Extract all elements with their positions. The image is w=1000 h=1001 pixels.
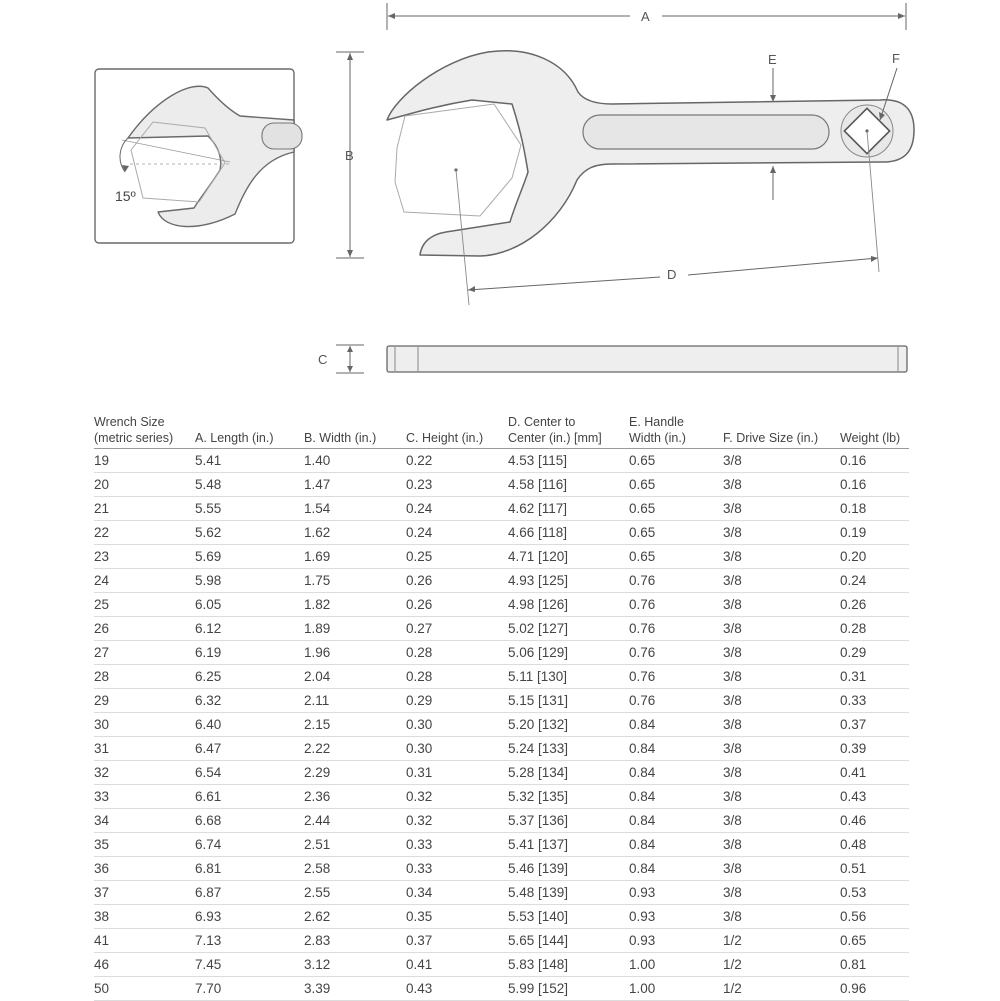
cell-weight: 0.18	[840, 497, 909, 521]
cell-height: 0.27	[406, 617, 508, 641]
cell-wrench-size: 36	[94, 857, 195, 881]
cell-drive-size: 3/8	[723, 905, 840, 929]
cell-width: 2.55	[304, 881, 406, 905]
cell-handle-width: 0.76	[629, 689, 723, 713]
cell-width: 2.51	[304, 833, 406, 857]
cell-weight: 0.46	[840, 809, 909, 833]
cell-handle-width: 0.76	[629, 641, 723, 665]
cell-handle-width: 0.84	[629, 713, 723, 737]
cell-length: 6.19	[195, 641, 304, 665]
cell-wrench-size: 29	[94, 689, 195, 713]
cell-length: 6.25	[195, 665, 304, 689]
cell-drive-size: 1/2	[723, 953, 840, 977]
cell-drive-size: 3/8	[723, 881, 840, 905]
cell-center-to-center: 5.32 [135]	[508, 785, 629, 809]
cell-length: 6.32	[195, 689, 304, 713]
table-row	[94, 641, 909, 665]
cell-height: 0.30	[406, 713, 508, 737]
cell-drive-size: 3/8	[723, 593, 840, 617]
cell-wrench-size: 38	[94, 905, 195, 929]
cell-wrench-size: 32	[94, 761, 195, 785]
cell-height: 0.41	[406, 953, 508, 977]
cell-handle-width: 0.65	[629, 449, 723, 473]
cell-weight: 0.26	[840, 593, 909, 617]
cell-height: 0.43	[406, 977, 508, 1001]
cell-handle-width: 0.65	[629, 473, 723, 497]
cell-wrench-size: 35	[94, 833, 195, 857]
table-row	[94, 737, 909, 761]
cell-height: 0.28	[406, 641, 508, 665]
cell-handle-width: 0.76	[629, 569, 723, 593]
cell-handle-width: 0.84	[629, 785, 723, 809]
header-drive-size: F. Drive Size (in.)	[723, 410, 840, 449]
cell-weight: 0.51	[840, 857, 909, 881]
cell-length: 6.54	[195, 761, 304, 785]
cell-height: 0.33	[406, 857, 508, 881]
cell-center-to-center: 4.53 [115]	[508, 449, 629, 473]
table-row	[94, 665, 909, 689]
cell-wrench-size: 46	[94, 953, 195, 977]
cell-width: 1.82	[304, 593, 406, 617]
cell-drive-size: 3/8	[723, 689, 840, 713]
cell-length: 6.47	[195, 737, 304, 761]
cell-handle-width: 0.65	[629, 497, 723, 521]
cell-weight: 0.43	[840, 785, 909, 809]
cell-wrench-size: 34	[94, 809, 195, 833]
cell-length: 7.13	[195, 929, 304, 953]
cell-length: 5.62	[195, 521, 304, 545]
cell-weight: 0.53	[840, 881, 909, 905]
cell-center-to-center: 4.66 [118]	[508, 521, 629, 545]
cell-height: 0.34	[406, 881, 508, 905]
dimension-b	[336, 52, 364, 258]
header-width: B. Width (in.)	[304, 410, 406, 449]
cell-handle-width: 0.76	[629, 665, 723, 689]
dimension-c-label: C	[318, 352, 328, 367]
table-body	[94, 449, 909, 1001]
table-row	[94, 761, 909, 785]
table-row	[94, 977, 909, 1001]
cell-handle-width: 0.93	[629, 881, 723, 905]
cell-drive-size: 3/8	[723, 857, 840, 881]
cell-center-to-center: 5.41 [137]	[508, 833, 629, 857]
cell-weight: 0.65	[840, 929, 909, 953]
cell-drive-size: 3/8	[723, 545, 840, 569]
cell-weight: 0.28	[840, 617, 909, 641]
cell-width: 2.36	[304, 785, 406, 809]
table-row	[94, 521, 909, 545]
cell-width: 2.22	[304, 737, 406, 761]
cell-weight: 0.24	[840, 569, 909, 593]
table-row	[94, 689, 909, 713]
wrench-dimension-diagram	[0, 0, 1000, 400]
cell-drive-size: 3/8	[723, 569, 840, 593]
cell-weight: 0.56	[840, 905, 909, 929]
dimension-d	[468, 256, 878, 292]
cell-height: 0.31	[406, 761, 508, 785]
cell-wrench-size: 26	[94, 617, 195, 641]
table-row	[94, 785, 909, 809]
cell-height: 0.37	[406, 929, 508, 953]
cell-weight: 0.48	[840, 833, 909, 857]
table-row	[94, 905, 909, 929]
cell-width: 2.83	[304, 929, 406, 953]
cell-handle-width: 1.00	[629, 953, 723, 977]
cell-length: 5.55	[195, 497, 304, 521]
header-length: A. Length (in.)	[195, 410, 304, 449]
cell-width: 1.96	[304, 641, 406, 665]
cell-center-to-center: 4.58 [116]	[508, 473, 629, 497]
cell-weight: 0.31	[840, 665, 909, 689]
cell-handle-width: 0.84	[629, 809, 723, 833]
cell-height: 0.32	[406, 809, 508, 833]
cell-width: 1.40	[304, 449, 406, 473]
cell-length: 6.61	[195, 785, 304, 809]
cell-handle-width: 0.84	[629, 857, 723, 881]
cell-length: 7.45	[195, 953, 304, 977]
cell-weight: 0.16	[840, 449, 909, 473]
cell-length: 7.70	[195, 977, 304, 1001]
cell-width: 1.89	[304, 617, 406, 641]
cell-handle-width: 0.84	[629, 761, 723, 785]
header-handle-width: E. Handle Width (in.)	[629, 410, 723, 449]
cell-weight: 0.33	[840, 689, 909, 713]
cell-handle-width: 0.84	[629, 737, 723, 761]
cell-center-to-center: 5.46 [139]	[508, 857, 629, 881]
cell-height: 0.24	[406, 497, 508, 521]
cell-center-to-center: 5.06 [129]	[508, 641, 629, 665]
cell-wrench-size: 33	[94, 785, 195, 809]
cell-drive-size: 3/8	[723, 737, 840, 761]
table-row	[94, 833, 909, 857]
cell-length: 6.68	[195, 809, 304, 833]
cell-weight: 0.39	[840, 737, 909, 761]
table-row	[94, 617, 909, 641]
cell-drive-size: 3/8	[723, 617, 840, 641]
cell-wrench-size: 30	[94, 713, 195, 737]
wrench-spec-table	[94, 410, 909, 1001]
cell-center-to-center: 5.48 [139]	[508, 881, 629, 905]
cell-drive-size: 3/8	[723, 521, 840, 545]
cell-center-to-center: 4.93 [125]	[508, 569, 629, 593]
cell-height: 0.25	[406, 545, 508, 569]
table-row	[94, 953, 909, 977]
dimension-a-label: A	[641, 9, 650, 24]
cell-handle-width: 0.65	[629, 545, 723, 569]
dimension-e-label: E	[768, 52, 777, 67]
header-weight: Weight (lb)	[840, 410, 909, 449]
cell-drive-size: 3/8	[723, 473, 840, 497]
cell-handle-width: 0.65	[629, 521, 723, 545]
cell-length: 5.69	[195, 545, 304, 569]
cell-wrench-size: 24	[94, 569, 195, 593]
cell-length: 5.48	[195, 473, 304, 497]
cell-width: 2.58	[304, 857, 406, 881]
cell-weight: 0.37	[840, 713, 909, 737]
cell-center-to-center: 5.53 [140]	[508, 905, 629, 929]
cell-handle-width: 1.00	[629, 977, 723, 1001]
cell-center-to-center: 5.20 [132]	[508, 713, 629, 737]
dimension-f-label: F	[892, 51, 900, 66]
cell-drive-size: 3/8	[723, 665, 840, 689]
cell-length: 5.98	[195, 569, 304, 593]
cell-width: 2.44	[304, 809, 406, 833]
cell-weight: 0.20	[840, 545, 909, 569]
cell-weight: 0.16	[840, 473, 909, 497]
wrench-side-view	[318, 345, 907, 373]
cell-handle-width: 0.93	[629, 929, 723, 953]
cell-wrench-size: 22	[94, 521, 195, 545]
dimension-d-label: D	[667, 267, 677, 282]
table-row	[94, 713, 909, 737]
cell-wrench-size: 25	[94, 593, 195, 617]
cell-center-to-center: 5.99 [152]	[508, 977, 629, 1001]
table-row	[94, 593, 909, 617]
header-center-to-center: D. Center to Center (in.) [mm]	[508, 410, 629, 449]
cell-center-to-center: 5.37 [136]	[508, 809, 629, 833]
cell-length: 6.93	[195, 905, 304, 929]
cell-height: 0.24	[406, 521, 508, 545]
cell-length: 6.40	[195, 713, 304, 737]
cell-wrench-size: 27	[94, 641, 195, 665]
header-height: C. Height (in.)	[406, 410, 508, 449]
cell-center-to-center: 4.98 [126]	[508, 593, 629, 617]
cell-height: 0.35	[406, 905, 508, 929]
cell-drive-size: 1/2	[723, 977, 840, 1001]
table-header-row	[94, 410, 909, 449]
cell-drive-size: 3/8	[723, 713, 840, 737]
cell-width: 2.15	[304, 713, 406, 737]
cell-width: 1.62	[304, 521, 406, 545]
jaw-angle-detail	[95, 69, 302, 243]
cell-width: 2.29	[304, 761, 406, 785]
table-row	[94, 473, 909, 497]
header-wrench-size: Wrench Size (metric series)	[94, 410, 195, 449]
cell-length: 6.81	[195, 857, 304, 881]
cell-drive-size: 1/2	[723, 929, 840, 953]
cell-height: 0.28	[406, 665, 508, 689]
cell-width: 1.54	[304, 497, 406, 521]
cell-width: 1.47	[304, 473, 406, 497]
table-row	[94, 449, 909, 473]
cell-height: 0.26	[406, 569, 508, 593]
cell-weight: 0.19	[840, 521, 909, 545]
cell-height: 0.33	[406, 833, 508, 857]
wrench-top-view	[387, 51, 914, 305]
cell-weight: 0.29	[840, 641, 909, 665]
table-row	[94, 929, 909, 953]
cell-length: 6.87	[195, 881, 304, 905]
cell-wrench-size: 28	[94, 665, 195, 689]
cell-wrench-size: 21	[94, 497, 195, 521]
cell-center-to-center: 4.71 [120]	[508, 545, 629, 569]
cell-handle-width: 0.84	[629, 833, 723, 857]
cell-weight: 0.41	[840, 761, 909, 785]
table-row	[94, 809, 909, 833]
cell-drive-size: 3/8	[723, 761, 840, 785]
table-row	[94, 545, 909, 569]
cell-center-to-center: 5.15 [131]	[508, 689, 629, 713]
cell-width: 1.75	[304, 569, 406, 593]
cell-wrench-size: 31	[94, 737, 195, 761]
cell-center-to-center: 5.83 [148]	[508, 953, 629, 977]
cell-height: 0.32	[406, 785, 508, 809]
cell-center-to-center: 5.24 [133]	[508, 737, 629, 761]
cell-center-to-center: 5.65 [144]	[508, 929, 629, 953]
cell-length: 6.12	[195, 617, 304, 641]
cell-handle-width: 0.76	[629, 593, 723, 617]
dimension-a	[387, 3, 906, 30]
cell-drive-size: 3/8	[723, 833, 840, 857]
cell-width: 2.62	[304, 905, 406, 929]
cell-drive-size: 3/8	[723, 497, 840, 521]
cell-wrench-size: 23	[94, 545, 195, 569]
cell-height: 0.30	[406, 737, 508, 761]
cell-weight: 0.96	[840, 977, 909, 1001]
cell-wrench-size: 37	[94, 881, 195, 905]
cell-handle-width: 0.76	[629, 617, 723, 641]
cell-length: 6.74	[195, 833, 304, 857]
cell-width: 1.69	[304, 545, 406, 569]
cell-center-to-center: 5.11 [130]	[508, 665, 629, 689]
cell-center-to-center: 4.62 [117]	[508, 497, 629, 521]
cell-width: 2.04	[304, 665, 406, 689]
cell-drive-size: 3/8	[723, 449, 840, 473]
cell-length: 5.41	[195, 449, 304, 473]
cell-drive-size: 3/8	[723, 809, 840, 833]
table-row	[94, 497, 909, 521]
cell-width: 3.12	[304, 953, 406, 977]
cell-length: 6.05	[195, 593, 304, 617]
cell-drive-size: 3/8	[723, 641, 840, 665]
angle-label: 15º	[115, 188, 136, 204]
cell-drive-size: 3/8	[723, 785, 840, 809]
cell-wrench-size: 41	[94, 929, 195, 953]
cell-wrench-size: 20	[94, 473, 195, 497]
cell-center-to-center: 5.02 [127]	[508, 617, 629, 641]
cell-wrench-size: 19	[94, 449, 195, 473]
cell-wrench-size: 50	[94, 977, 195, 1001]
cell-height: 0.29	[406, 689, 508, 713]
cell-width: 2.11	[304, 689, 406, 713]
table-row	[94, 881, 909, 905]
cell-handle-width: 0.93	[629, 905, 723, 929]
cell-height: 0.26	[406, 593, 508, 617]
cell-height: 0.22	[406, 449, 508, 473]
table-row	[94, 569, 909, 593]
cell-height: 0.23	[406, 473, 508, 497]
cell-width: 3.39	[304, 977, 406, 1001]
cell-weight: 0.81	[840, 953, 909, 977]
dimension-b-label: B	[345, 148, 354, 163]
table-row	[94, 857, 909, 881]
cell-center-to-center: 5.28 [134]	[508, 761, 629, 785]
